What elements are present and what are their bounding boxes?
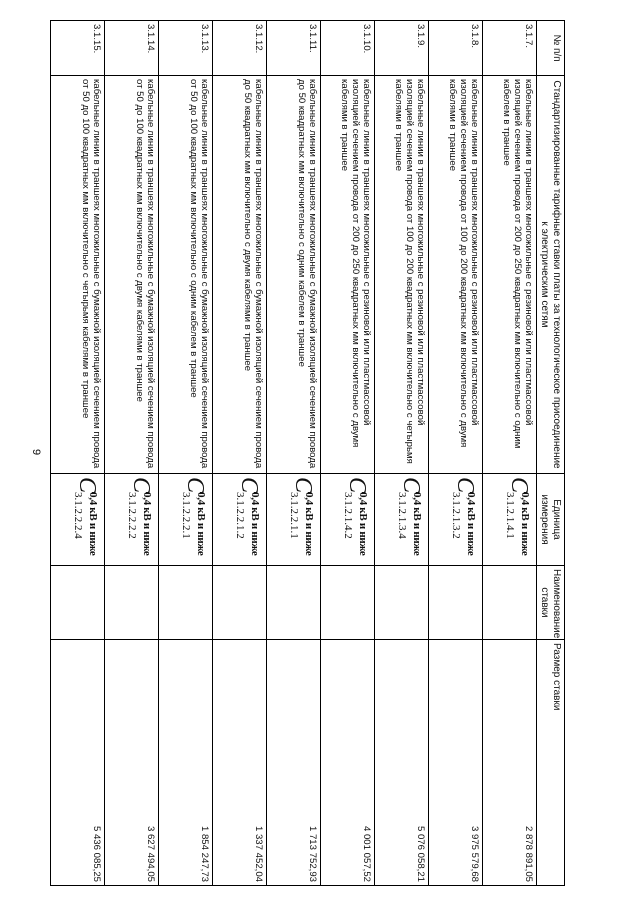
table-row	[159, 21, 213, 886]
formula-subscript: 3.1.2.1.4.1	[504, 492, 516, 539]
row-number: 3.1.8.	[429, 21, 483, 76]
row-description: кабельные линии в траншеях многожильные с бумажной изоляцией сечением провода от 50 до 100 квадратных мм включительно с одним кабелем в траншее	[159, 76, 213, 474]
table-row	[483, 21, 537, 886]
table-row	[105, 21, 159, 886]
header-rate: Размер ставки	[537, 640, 565, 886]
row-rate-value: 1 337 452,04	[213, 640, 267, 886]
formula-superscript: 0,4 кВ и ниже	[195, 492, 207, 556]
row-unit	[267, 474, 321, 566]
row-number: 3.1.11.	[267, 21, 321, 76]
row-rate-name	[483, 566, 537, 640]
formula-superscript: 0,4 кВ и ниже	[519, 492, 531, 556]
rate-formula	[502, 477, 532, 565]
row-rate-value: 5 436 085,25	[51, 640, 105, 886]
formula-superscript: 0,4 кВ и ниже	[141, 492, 153, 556]
formula-symbol: C	[398, 477, 424, 494]
table-row	[213, 21, 267, 886]
formula-symbol: C	[128, 477, 154, 494]
row-rate-name	[51, 566, 105, 640]
header-desc: Стандартизированные тарифные ставки платы за технологическое присоединение к электрическим сетям	[537, 76, 565, 474]
row-rate-value: 1 854 247,73	[159, 640, 213, 886]
rate-formula	[394, 477, 424, 565]
formula-subscript: 3.1.2.1.4.2	[342, 492, 354, 539]
row-rate-name	[429, 566, 483, 640]
rate-formula	[124, 477, 154, 565]
formula-subscript: 3.1.2.2.2.4	[72, 492, 84, 539]
table-row	[267, 21, 321, 886]
formula-symbol: C	[290, 477, 316, 494]
rotated-table-container	[72, 20, 565, 885]
row-unit	[213, 474, 267, 566]
rate-formula	[178, 477, 208, 565]
formula-subscript: 3.1.2.2.2.1	[180, 492, 192, 539]
row-number: 3.1.7.	[483, 21, 537, 76]
table-body	[51, 21, 537, 886]
formula-symbol: C	[74, 477, 100, 494]
row-number: 3.1.10.	[321, 21, 375, 76]
row-unit	[51, 474, 105, 566]
row-number: 3.1.12.	[213, 21, 267, 76]
row-rate-name	[321, 566, 375, 640]
row-description: кабельные линии в траншеях многожильные с резиновой или пластмассовой изоляцией сечением провода от 200 до 250 квадратных мм включительно с одним кабелем в траншее	[483, 76, 537, 474]
formula-subscript: 3.1.2.2.2.2	[126, 492, 138, 539]
formula-superscript: 0,4 кВ и ниже	[249, 492, 261, 556]
header-num: № п/п	[537, 21, 565, 76]
table-row	[429, 21, 483, 886]
row-unit	[375, 474, 429, 566]
row-rate-value: 5 076 058,21	[375, 640, 429, 886]
row-description: кабельные линии в траншеях многожильные с бумажной изоляцией сечением провода до 50 квадратных мм включительно с одним кабелем в траншее	[267, 76, 321, 474]
row-unit	[429, 474, 483, 566]
row-rate-value: 1 713 752,93	[267, 640, 321, 886]
row-rate-name	[267, 566, 321, 640]
table-row	[321, 21, 375, 886]
formula-superscript: 0,4 кВ и ниже	[303, 492, 315, 556]
row-rate-name	[105, 566, 159, 640]
formula-symbol: C	[506, 477, 532, 494]
row-number: 3.1.13.	[159, 21, 213, 76]
row-description: кабельные линии в траншеях многожильные с резиновой или пластмассовой изоляцией сечением провода от 200 до 250 квадратных мм включительно с двумя кабелями в траншее	[321, 76, 375, 474]
formula-subscript: 3.1.2.1.3.2	[450, 492, 462, 539]
formula-symbol: C	[236, 477, 262, 494]
formula-subscript: 3.1.2.2.1.1	[288, 492, 300, 539]
row-rate-name	[159, 566, 213, 640]
formula-superscript: 0,4 кВ и ниже	[87, 492, 99, 556]
formula-subscript: 3.1.2.1.3.4	[396, 492, 408, 539]
row-rate-value: 3 975 579,68	[429, 640, 483, 886]
rate-formula	[286, 477, 316, 565]
row-rate-value: 3 627 494,05	[105, 640, 159, 886]
formula-superscript: 0,4 кВ и ниже	[357, 492, 369, 556]
row-rate-value: 2 878 891,05	[483, 640, 537, 886]
rate-formula	[340, 477, 370, 565]
table-header-row	[537, 21, 565, 886]
formula-subscript: 3.1.2.2.1.2	[234, 492, 246, 539]
row-number: 3.1.9.	[375, 21, 429, 76]
row-rate-name	[375, 566, 429, 640]
row-description: кабельные линии в траншеях многожильные с бумажной изоляцией сечением провода от 50 до 100 квадратных мм включительно с двумя кабелями в траншее	[105, 76, 159, 474]
row-rate-name	[213, 566, 267, 640]
row-number: 3.1.14.	[105, 21, 159, 76]
page-number: 9	[30, 448, 42, 456]
row-number: 3.1.15.	[51, 21, 105, 76]
rate-formula	[70, 477, 100, 565]
header-name: Наименование ставки	[537, 566, 565, 640]
row-description: кабельные линии в траншеях многожильные с резиновой или пластмассовой изоляцией сечением провода от 100 до 200 квадратных мм включительно с двумя кабелями в траншее	[429, 76, 483, 474]
row-unit	[483, 474, 537, 566]
rate-formula	[232, 477, 262, 565]
table-row	[51, 21, 105, 886]
table-row	[375, 21, 429, 886]
row-description: кабельные линии в траншеях многожильные с резиновой или пластмассовой изоляцией сечением провода от 100 до 200 квадратных мм включительно с четырьмя кабелями в траншее	[375, 76, 429, 474]
formula-superscript: 0,4 кВ и ниже	[465, 492, 477, 556]
row-unit	[159, 474, 213, 566]
formula-symbol: C	[344, 477, 370, 494]
header-unit: Единица измерения	[537, 474, 565, 566]
row-description: кабельные линии в траншеях многожильные с бумажной изоляцией сечением провода до 50 квадратных мм включительно с двумя кабелями в траншее	[213, 76, 267, 474]
rate-formula	[448, 477, 478, 565]
row-rate-value: 4 001 057,52	[321, 640, 375, 886]
row-description: кабельные линии в траншеях многожильные с бумажной изоляцией сечением провода от 50 до 100 квадратных мм включительно с четырьмя кабелями в траншее	[51, 76, 105, 474]
formula-symbol: C	[182, 477, 208, 494]
formula-symbol: C	[452, 477, 478, 494]
tariff-table	[50, 20, 565, 886]
row-unit	[105, 474, 159, 566]
row-unit	[321, 474, 375, 566]
formula-superscript: 0,4 кВ и ниже	[411, 492, 423, 556]
